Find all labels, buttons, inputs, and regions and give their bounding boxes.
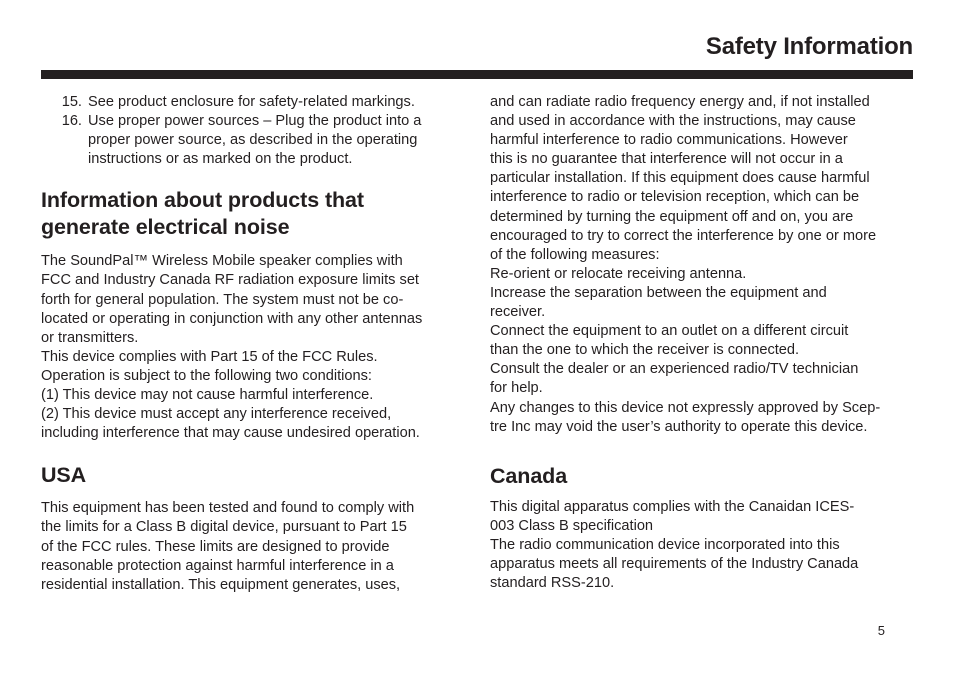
text-line: determined by turning the equipment off and on, you are — [490, 208, 854, 225]
canada-body — [490, 498, 914, 593]
left-column — [41, 90, 461, 595]
text-line: This digital apparatus complies with the Canaidan ICES- — [490, 498, 855, 515]
list-item-text — [82, 112, 421, 169]
text-line: tre Inc may void the user’s authority to operate this device. — [490, 418, 868, 435]
text-line: residential installation. This equipment generates, uses, — [41, 576, 401, 593]
text-line: including interference that may cause undesired operation. — [41, 425, 420, 442]
heading-line: generate electrical noise — [41, 215, 290, 240]
text-line: (2) This device must accept any interference received, — [41, 406, 392, 423]
text-line: Consult the dealer or an experienced radio/TV technician — [490, 361, 859, 378]
noise-heading — [41, 187, 461, 241]
usa-body — [41, 499, 461, 594]
page-number: 5 — [877, 623, 885, 638]
text-line: apparatus meets all requirements of the Industry Canada — [490, 555, 859, 572]
canada-heading: Canada — [490, 463, 568, 488]
usa-section — [41, 462, 461, 594]
header-rule — [41, 70, 913, 79]
text-line: standard RSS-210. — [490, 575, 615, 592]
text-line: harmful interference to radio communications. However — [490, 132, 848, 149]
text-line: the limits for a Class B digital device, pursuant to Part 15 — [41, 519, 407, 536]
text-line: for help. — [490, 380, 543, 397]
text-line: than the one to which the receiver is connected. — [490, 342, 800, 359]
usa-continued-body — [490, 93, 914, 437]
text-line: instructions or as marked on the product. — [88, 151, 353, 168]
text-line: particular installation. If this equipment does cause harmful — [490, 170, 870, 187]
text-line: Connect the equipment to an outlet on a different circuit — [490, 323, 849, 340]
noise-body — [41, 252, 461, 443]
usa-heading: USA — [41, 463, 87, 488]
text-line: The radio communication device incorporated into this — [490, 536, 840, 553]
text-line: encouraged to try to correct the interference by one or more — [490, 227, 877, 244]
text-line: Use proper power sources – Plug the product into a — [88, 113, 422, 130]
text-line: or transmitters. — [41, 329, 139, 346]
text-line: The SoundPal™ Wireless Mobile speaker complies with — [41, 253, 403, 270]
text-line: and used in accordance with the instructions, may cause — [490, 113, 856, 130]
list-item — [41, 93, 461, 112]
text-line: Re-orient or relocate receiving antenna. — [490, 265, 747, 282]
text-line: receiver. — [490, 304, 546, 321]
text-line: FCC and Industry Canada RF radiation exposure limits set — [41, 272, 419, 289]
list-item-text — [82, 93, 415, 112]
page-title: Safety Information — [705, 33, 913, 60]
text-line: of the FCC rules. These limits are designed to provide — [41, 538, 390, 555]
text-line: located or operating in conjunction with any other antennas — [41, 310, 423, 327]
noise-section — [41, 187, 461, 443]
text-line: proper power source, as described in the operating — [88, 132, 418, 149]
text-line: This equipment has been tested and found to comply with — [41, 500, 415, 517]
text-line: See product enclosure for safety-related markings. — [88, 94, 415, 110]
text-line: Increase the separation between the equipment and — [490, 284, 827, 301]
list-item-number: 15. — [61, 94, 82, 110]
text-line: and can radiate radio frequency energy and, if not installed — [490, 94, 870, 110]
text-line: of the following measures: — [490, 246, 660, 263]
list-item-number: 16. — [61, 113, 82, 130]
text-line: this is no guarantee that interference will not occur in a — [490, 151, 843, 168]
right-column — [490, 90, 914, 593]
text-line: reasonable protection against harmful interference in a — [41, 557, 394, 574]
list-item — [41, 112, 461, 169]
text-line: Operation is subject to the following two conditions: — [41, 367, 372, 384]
text-line: 003 Class B specification — [490, 517, 654, 534]
text-line: (1) This device may not cause harmful interference. — [41, 387, 374, 404]
text-line: interference to radio or television reception, which can be — [490, 189, 860, 206]
text-line: forth for general population. The system must not be co- — [41, 291, 404, 308]
text-line: This device complies with Part 15 of the FCC Rules. — [41, 348, 378, 365]
heading-line: Information about products that — [41, 188, 364, 213]
canada-section — [490, 463, 914, 593]
text-line: Any changes to this device not expressly approved by Scep- — [490, 399, 881, 416]
numbered-list — [41, 93, 461, 169]
